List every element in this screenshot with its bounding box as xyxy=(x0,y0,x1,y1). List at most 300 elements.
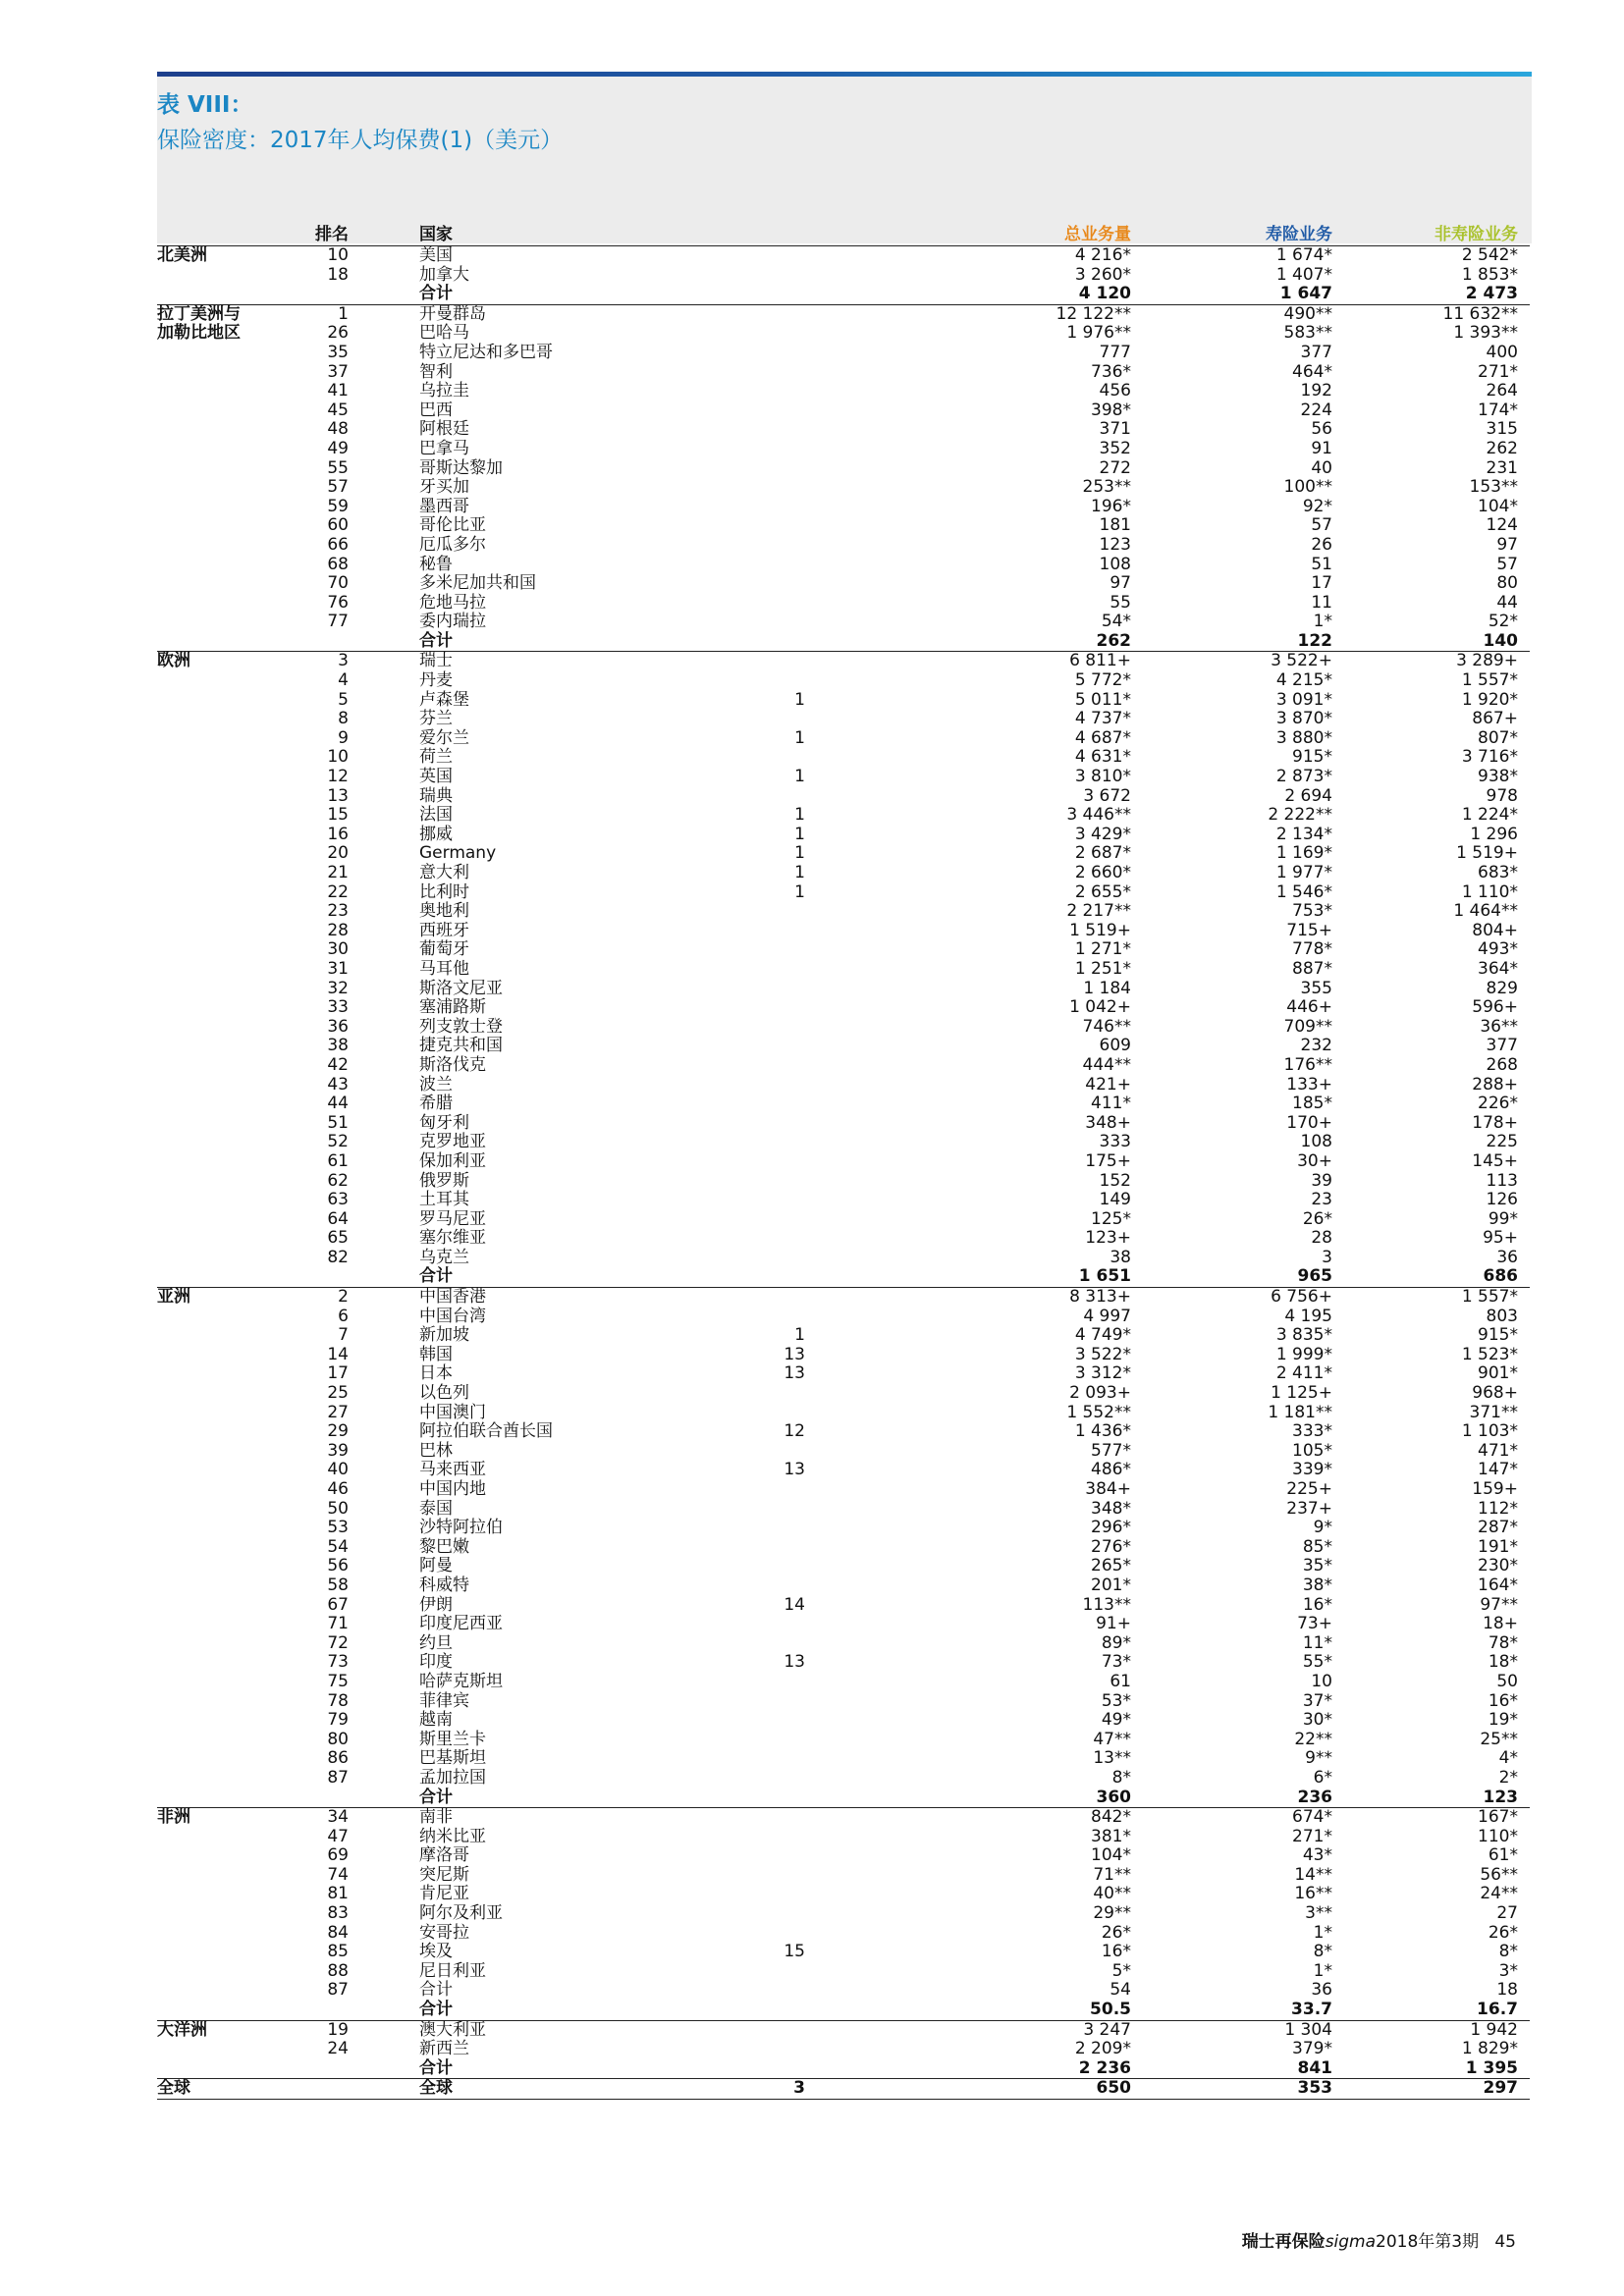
region-cell: 亚洲 xyxy=(157,1287,190,1308)
total-cell: 12 122** xyxy=(1056,303,1131,324)
table-row xyxy=(157,1904,1530,1924)
country-cell: 韩国 xyxy=(419,1344,453,1364)
table-row xyxy=(157,651,1530,671)
table-title: 保险密度：2017年人均保费(1)（美元） xyxy=(157,128,564,153)
table-row xyxy=(157,1172,1530,1192)
col-life-header: 寿险业务 xyxy=(1266,225,1332,244)
country-cell: 合计 xyxy=(419,2000,453,2020)
table-row xyxy=(157,285,1530,304)
rank-cell: 26 xyxy=(327,323,349,344)
nonlife-cell: 4* xyxy=(1498,1748,1518,1769)
nonlife-cell: 2 473 xyxy=(1465,284,1518,304)
life-cell: 33.7 xyxy=(1291,2000,1332,2020)
rank-cell: 9 xyxy=(338,727,349,748)
country-cell: 阿根廷 xyxy=(419,419,469,440)
country-cell: 印度尼西亚 xyxy=(419,1614,503,1634)
rank-cell: 59 xyxy=(327,496,349,516)
total-cell: 3 247 xyxy=(1083,2019,1131,2040)
total-cell: 2 655* xyxy=(1074,881,1131,902)
country-cell: 秘鲁 xyxy=(419,554,453,574)
life-cell: 108 xyxy=(1300,1132,1332,1152)
total-cell: 104* xyxy=(1091,1845,1131,1866)
nonlife-cell: 11 632** xyxy=(1442,303,1518,324)
country-cell: 孟加拉国 xyxy=(419,1767,486,1788)
table-row xyxy=(157,710,1530,729)
table-row xyxy=(157,1673,1530,1692)
rank-cell: 54 xyxy=(327,1536,349,1557)
nonlife-cell: 596+ xyxy=(1472,997,1518,1018)
country-cell: 合计 xyxy=(419,630,453,651)
note-cell: 1 xyxy=(794,824,805,844)
life-cell: 753* xyxy=(1292,901,1332,922)
nonlife-cell: 803 xyxy=(1486,1306,1518,1326)
nonlife-cell: 230* xyxy=(1478,1556,1518,1576)
life-cell: 379* xyxy=(1292,2039,1332,2059)
nonlife-cell: 1 519+ xyxy=(1456,843,1518,864)
note-cell: 15 xyxy=(784,1942,805,1962)
total-cell: 71** xyxy=(1093,1864,1131,1885)
total-cell: 108 xyxy=(1099,554,1131,574)
nonlife-cell: 110* xyxy=(1478,1826,1518,1846)
nonlife-cell: 123 xyxy=(1483,1787,1518,1807)
country-cell: 澳大利亚 xyxy=(419,2019,486,2040)
life-cell: 3 091* xyxy=(1275,689,1332,710)
country-cell: 塞尔维亚 xyxy=(419,1228,486,1249)
nonlife-cell: 1 557* xyxy=(1461,670,1518,691)
rank-cell: 70 xyxy=(327,573,349,594)
table-row xyxy=(157,516,1530,536)
page-footer xyxy=(1242,2227,1516,2252)
nonlife-cell: 112* xyxy=(1478,1498,1518,1519)
note-cell: 1 xyxy=(794,881,805,902)
footer-issue: 2018年第3期 xyxy=(1376,2232,1480,2252)
table-row xyxy=(157,1692,1530,1712)
nonlife-cell: 1 464** xyxy=(1453,901,1518,922)
total-cell: 352 xyxy=(1099,438,1131,458)
table-row xyxy=(157,1615,1530,1634)
nonlife-cell: 1 829* xyxy=(1461,2039,1518,2059)
nonlife-cell: 867+ xyxy=(1472,709,1518,729)
nonlife-cell: 371** xyxy=(1469,1402,1518,1422)
life-cell: 56 xyxy=(1311,419,1332,440)
total-cell: 4 997 xyxy=(1083,1306,1131,1326)
country-cell: 全球 xyxy=(419,2078,453,2099)
rank-cell: 35 xyxy=(327,342,349,362)
total-cell: 55 xyxy=(1110,592,1131,613)
total-cell: 333 xyxy=(1099,1132,1131,1152)
country-cell: 摩洛哥 xyxy=(419,1845,469,1866)
total-cell: 2 236 xyxy=(1078,2057,1131,2078)
country-cell: 印度 xyxy=(419,1652,453,1673)
total-cell: 181 xyxy=(1099,515,1131,536)
table-row xyxy=(157,594,1530,614)
rank-cell: 30 xyxy=(327,939,349,960)
note-cell: 13 xyxy=(784,1652,805,1673)
table-row xyxy=(157,1018,1530,1038)
life-cell: 92* xyxy=(1302,496,1332,516)
rank-cell: 66 xyxy=(327,534,349,555)
country-cell: 意大利 xyxy=(419,863,469,882)
rank-cell: 86 xyxy=(327,1748,349,1769)
rank-cell: 72 xyxy=(327,1632,349,1653)
country-cell: 巴哈马 xyxy=(419,323,469,344)
table-row xyxy=(157,2078,1530,2100)
country-cell: 葡萄牙 xyxy=(419,939,469,960)
col-country-header: 国家 xyxy=(419,225,453,244)
nonlife-cell: 2* xyxy=(1498,1767,1518,1788)
nonlife-cell: 191* xyxy=(1478,1536,1518,1557)
nonlife-cell: 2 542* xyxy=(1461,245,1518,265)
country-cell: 西班牙 xyxy=(419,920,469,940)
nonlife-cell: 174* xyxy=(1478,400,1518,420)
total-cell: 152 xyxy=(1099,1170,1131,1191)
table-row xyxy=(157,1114,1530,1134)
nonlife-cell: 225 xyxy=(1486,1132,1518,1152)
nonlife-cell: 178+ xyxy=(1472,1112,1518,1133)
life-cell: 30+ xyxy=(1297,1150,1332,1171)
country-cell: 瑞士 xyxy=(419,651,453,671)
nonlife-cell: 16.7 xyxy=(1477,2000,1518,2020)
table-row xyxy=(157,980,1530,999)
rank-cell: 18 xyxy=(327,264,349,285)
total-cell: 6 811+ xyxy=(1069,651,1131,671)
life-cell: 1* xyxy=(1313,1960,1332,1981)
total-cell: 175+ xyxy=(1085,1150,1131,1171)
total-cell: 1 651 xyxy=(1078,1266,1131,1287)
country-cell: 巴林 xyxy=(419,1440,453,1461)
life-cell: 100** xyxy=(1283,477,1332,498)
country-cell: 泰国 xyxy=(419,1498,453,1519)
rank-cell: 64 xyxy=(327,1208,349,1229)
life-cell: 353 xyxy=(1297,2078,1332,2099)
total-cell: 444** xyxy=(1082,1054,1131,1075)
country-cell: 巴基斯坦 xyxy=(419,1748,486,1769)
total-cell: 201* xyxy=(1091,1575,1131,1595)
rank-cell: 25 xyxy=(327,1383,349,1404)
region-cell: 加勒比地区 xyxy=(157,323,241,344)
nonlife-cell: 18+ xyxy=(1483,1614,1518,1634)
life-cell: 1 977* xyxy=(1275,863,1332,882)
total-cell: 113** xyxy=(1082,1594,1131,1615)
country-cell: 厄瓜多尔 xyxy=(419,534,486,555)
country-cell: 沙特阿拉伯 xyxy=(419,1518,503,1538)
table-row xyxy=(157,1191,1530,1210)
life-cell: 3 xyxy=(1322,1247,1332,1267)
table-row xyxy=(157,1943,1530,1962)
rank-cell: 13 xyxy=(327,785,349,806)
nonlife-cell: 804+ xyxy=(1472,920,1518,940)
country-cell: 斯里兰卡 xyxy=(419,1729,486,1749)
country-cell: 土耳其 xyxy=(419,1190,469,1210)
nonlife-cell: 36 xyxy=(1496,1247,1518,1267)
country-cell: 牙买加 xyxy=(419,477,469,498)
total-cell: 650 xyxy=(1096,2078,1131,2099)
rank-cell: 63 xyxy=(327,1190,349,1210)
life-cell: 1 647 xyxy=(1279,284,1332,304)
total-cell: 1 436* xyxy=(1074,1421,1131,1442)
nonlife-cell: 288+ xyxy=(1472,1074,1518,1095)
total-cell: 2 217** xyxy=(1066,901,1131,922)
rank-cell: 37 xyxy=(327,361,349,382)
region-cell: 大洋洲 xyxy=(157,2019,207,2040)
rank-cell: 73 xyxy=(327,1652,349,1673)
country-cell: 委内瑞拉 xyxy=(419,612,486,632)
table-row xyxy=(157,1480,1530,1500)
rank-cell: 3 xyxy=(338,651,349,671)
rank-cell: 82 xyxy=(327,1247,349,1267)
table-row xyxy=(157,883,1530,903)
life-cell: 23 xyxy=(1311,1190,1332,1210)
note-cell: 13 xyxy=(784,1344,805,1364)
total-cell: 1 552** xyxy=(1066,1402,1131,1422)
rank-cell: 4 xyxy=(338,670,349,691)
total-cell: 262 xyxy=(1096,630,1131,651)
rank-cell: 19 xyxy=(327,2019,349,2040)
total-cell: 8* xyxy=(1111,1767,1131,1788)
rank-cell: 81 xyxy=(327,1884,349,1904)
table-row xyxy=(157,1538,1530,1558)
life-cell: 185* xyxy=(1292,1094,1332,1114)
table-row xyxy=(157,440,1530,459)
country-cell: 伊朗 xyxy=(419,1594,453,1615)
table-row xyxy=(157,1133,1530,1152)
table-row xyxy=(157,1749,1530,1769)
table-row xyxy=(157,960,1530,980)
rank-cell: 27 xyxy=(327,1402,349,1422)
total-cell: 777 xyxy=(1099,342,1131,362)
country-cell: 黎巴嫩 xyxy=(419,1536,469,1557)
table-row xyxy=(157,2001,1530,2020)
total-cell: 123+ xyxy=(1085,1228,1131,1249)
total-cell: 3 446** xyxy=(1066,805,1131,826)
country-cell: 科威特 xyxy=(419,1575,469,1595)
total-cell: 54* xyxy=(1101,612,1131,632)
country-cell: 菲律宾 xyxy=(419,1690,469,1711)
rank-cell: 5 xyxy=(338,689,349,710)
rank-cell: 57 xyxy=(327,477,349,498)
table-row xyxy=(157,1308,1530,1327)
country-cell: 哈萨克斯坦 xyxy=(419,1671,503,1691)
country-cell: 越南 xyxy=(419,1710,453,1731)
nonlife-cell: 97 xyxy=(1496,534,1518,555)
nonlife-cell: 44 xyxy=(1496,592,1518,613)
country-cell: 美国 xyxy=(419,245,453,265)
life-cell: 1* xyxy=(1313,1922,1332,1943)
rank-cell: 44 xyxy=(327,1094,349,1114)
nonlife-cell: 829 xyxy=(1486,978,1518,998)
nonlife-cell: 27 xyxy=(1496,1903,1518,1924)
table-row xyxy=(157,613,1530,632)
country-cell: 乌拉圭 xyxy=(419,381,469,401)
life-cell: 2 134* xyxy=(1275,824,1332,844)
life-cell: 490** xyxy=(1283,303,1332,324)
country-cell: Germany xyxy=(419,843,497,864)
table-row xyxy=(157,1404,1530,1423)
country-cell: 斯洛伐克 xyxy=(419,1054,486,1075)
table-row xyxy=(157,1364,1530,1384)
life-cell: 236 xyxy=(1297,1787,1332,1807)
country-cell: 列支敦士登 xyxy=(419,1016,503,1037)
rank-cell: 79 xyxy=(327,1710,349,1731)
total-cell: 40** xyxy=(1093,1884,1131,1904)
country-cell: 加拿大 xyxy=(419,264,469,285)
total-cell: 1 042+ xyxy=(1069,997,1131,1018)
note-cell: 13 xyxy=(784,1460,805,1480)
country-cell: 巴西 xyxy=(419,400,453,420)
life-cell: 192 xyxy=(1300,381,1332,401)
life-cell: 4 215* xyxy=(1275,670,1332,691)
nonlife-cell: 1 224* xyxy=(1461,805,1518,826)
rank-cell: 21 xyxy=(327,863,349,882)
rank-cell: 16 xyxy=(327,824,349,844)
life-cell: 3** xyxy=(1305,1903,1332,1924)
life-cell: 887* xyxy=(1292,958,1332,979)
footer-series: sigma xyxy=(1325,2232,1377,2252)
total-cell: 3 672 xyxy=(1083,785,1131,806)
total-cell: 54 xyxy=(1110,1980,1131,2001)
rank-cell: 7 xyxy=(338,1325,349,1346)
table-row xyxy=(157,1249,1530,1268)
rank-cell: 20 xyxy=(327,843,349,864)
life-cell: 3 522+ xyxy=(1271,651,1332,671)
life-cell: 355 xyxy=(1300,978,1332,998)
nonlife-cell: 167* xyxy=(1478,1807,1518,1828)
country-cell: 阿拉伯联合酋长国 xyxy=(419,1421,553,1442)
table-row xyxy=(157,2020,1530,2041)
rank-cell: 61 xyxy=(327,1150,349,1171)
rank-cell: 38 xyxy=(327,1036,349,1056)
rank-cell: 50 xyxy=(327,1498,349,1519)
rank-cell: 17 xyxy=(327,1363,349,1384)
rank-cell: 85 xyxy=(327,1942,349,1962)
country-cell: 卢森堡 xyxy=(419,689,469,710)
total-cell: 398* xyxy=(1091,400,1131,420)
life-cell: 37* xyxy=(1302,1690,1332,1711)
nonlife-cell: 78* xyxy=(1488,1632,1518,1653)
nonlife-cell: 1 103* xyxy=(1461,1421,1518,1442)
table-row xyxy=(157,1095,1530,1114)
life-cell: 709** xyxy=(1283,1016,1332,1037)
total-cell: 381* xyxy=(1091,1826,1131,1846)
rank-cell: 69 xyxy=(327,1845,349,1866)
nonlife-cell: 287* xyxy=(1478,1518,1518,1538)
nonlife-cell: 915* xyxy=(1478,1325,1518,1346)
country-cell: 荷兰 xyxy=(419,747,453,768)
country-cell: 以色列 xyxy=(419,1383,469,1404)
rank-cell: 40 xyxy=(327,1460,349,1480)
rank-cell: 10 xyxy=(327,747,349,768)
table-label: 表 VIII： xyxy=(157,92,253,118)
country-cell: 中国内地 xyxy=(419,1479,486,1499)
country-cell: 阿尔及利亚 xyxy=(419,1903,503,1924)
table-row xyxy=(157,806,1530,826)
note-cell: 12 xyxy=(784,1421,805,1442)
table-row xyxy=(157,1422,1530,1442)
note-cell: 1 xyxy=(794,843,805,864)
rank-cell: 78 xyxy=(327,1690,349,1711)
life-cell: 464* xyxy=(1292,361,1332,382)
table-row xyxy=(157,691,1530,711)
nonlife-cell: 50 xyxy=(1496,1671,1518,1691)
nonlife-cell: 19* xyxy=(1488,1710,1518,1731)
rank-cell: 8 xyxy=(338,709,349,729)
total-cell: 348* xyxy=(1091,1498,1131,1519)
country-cell: 乌克兰 xyxy=(419,1247,469,1267)
nonlife-cell: 95+ xyxy=(1483,1228,1518,1249)
life-cell: 28 xyxy=(1311,1228,1332,1249)
life-cell: 674* xyxy=(1292,1807,1332,1828)
nonlife-cell: 97** xyxy=(1480,1594,1518,1615)
life-cell: 36 xyxy=(1311,1980,1332,2001)
region-cell: 拉丁美洲与 xyxy=(157,303,241,324)
nonlife-cell: 147* xyxy=(1478,1460,1518,1480)
rank-cell: 83 xyxy=(327,1903,349,1924)
total-cell: 456 xyxy=(1099,381,1131,401)
country-cell: 合计 xyxy=(419,2057,453,2078)
life-cell: 1 169* xyxy=(1275,843,1332,864)
country-cell: 新加坡 xyxy=(419,1325,469,1346)
table-row xyxy=(157,729,1530,749)
table-row xyxy=(157,844,1530,864)
total-cell: 421+ xyxy=(1085,1074,1131,1095)
total-cell: 736* xyxy=(1091,361,1131,382)
rank-cell: 28 xyxy=(327,920,349,940)
life-cell: 176** xyxy=(1283,1054,1332,1075)
total-cell: 842* xyxy=(1091,1807,1131,1828)
table-row xyxy=(157,1828,1530,1847)
country-cell: 保加利亚 xyxy=(419,1150,486,1171)
table-row xyxy=(157,1384,1530,1404)
nonlife-cell: 231 xyxy=(1486,457,1518,478)
life-cell: 6 756+ xyxy=(1271,1287,1332,1308)
table-row xyxy=(157,324,1530,344)
rank-cell: 29 xyxy=(327,1421,349,1442)
footer-page-number: 45 xyxy=(1494,2232,1516,2252)
life-cell: 4 195 xyxy=(1284,1306,1332,1326)
rank-cell: 41 xyxy=(327,381,349,401)
country-cell: 奥地利 xyxy=(419,901,469,922)
life-cell: 1 999* xyxy=(1275,1344,1332,1364)
note-cell: 14 xyxy=(784,1594,805,1615)
total-cell: 371 xyxy=(1099,419,1131,440)
total-cell: 53* xyxy=(1101,1690,1131,1711)
note-cell: 1 xyxy=(794,863,805,882)
life-cell: 8* xyxy=(1313,1942,1332,1962)
country-cell: 巴拿马 xyxy=(419,438,469,458)
nonlife-cell: 3 289+ xyxy=(1456,651,1518,671)
table-row xyxy=(157,245,1530,266)
nonlife-cell: 145+ xyxy=(1472,1150,1518,1171)
rank-cell: 76 xyxy=(327,592,349,613)
life-cell: 16** xyxy=(1294,1884,1332,1904)
table-row xyxy=(157,1346,1530,1365)
table-row xyxy=(157,940,1530,960)
nonlife-cell: 686 xyxy=(1483,1266,1518,1287)
table-row xyxy=(157,1152,1530,1172)
nonlife-cell: 315 xyxy=(1486,419,1518,440)
life-cell: 778* xyxy=(1292,939,1332,960)
country-cell: 哥伦比亚 xyxy=(419,515,486,536)
nonlife-cell: 968+ xyxy=(1472,1383,1518,1404)
table-header-row xyxy=(157,224,1530,245)
country-cell: 哥斯达黎加 xyxy=(419,457,503,478)
life-cell: 2 694 xyxy=(1284,785,1332,806)
life-cell: 965 xyxy=(1297,1266,1332,1287)
total-cell: 4 687* xyxy=(1074,727,1131,748)
country-cell: 肯尼亚 xyxy=(419,1884,469,1904)
rank-cell: 34 xyxy=(327,1807,349,1828)
rank-cell: 53 xyxy=(327,1518,349,1538)
